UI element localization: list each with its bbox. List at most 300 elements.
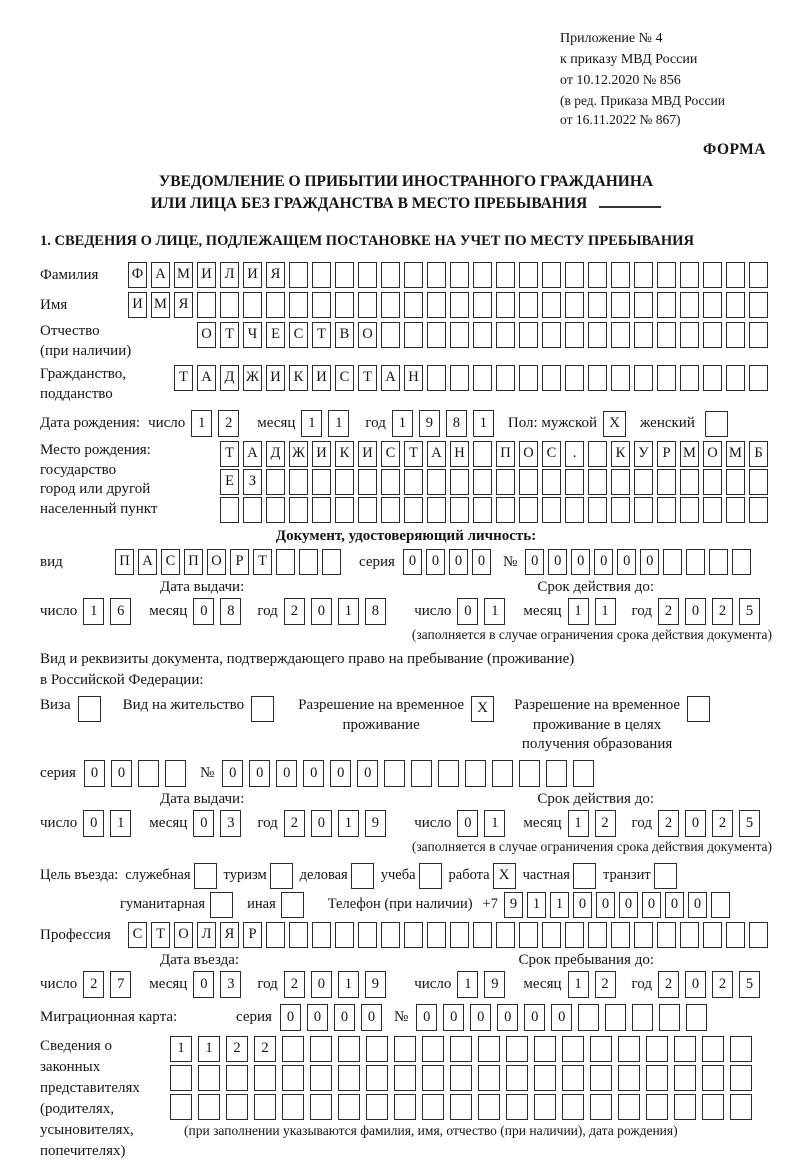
char-box[interactable] (506, 1036, 528, 1062)
char-box[interactable] (611, 469, 630, 495)
char-box[interactable]: 9 (365, 810, 386, 837)
char-box[interactable]: Л (197, 922, 216, 948)
char-box[interactable] (450, 1065, 472, 1091)
char-box[interactable] (730, 1065, 752, 1091)
char-box[interactable] (170, 1094, 192, 1120)
char-box[interactable] (299, 549, 318, 575)
char-box[interactable] (473, 922, 492, 948)
char-box[interactable] (335, 292, 354, 318)
char-box[interactable]: 0 (193, 810, 214, 837)
char-box[interactable]: Н (450, 441, 469, 467)
char-box[interactable] (519, 262, 538, 288)
char-box[interactable] (542, 262, 561, 288)
char-box[interactable]: Ф (128, 262, 147, 288)
char-box[interactable] (335, 262, 354, 288)
char-box[interactable] (519, 497, 538, 523)
char-box[interactable] (680, 469, 699, 495)
char-box[interactable]: Ж (289, 441, 308, 467)
char-box[interactable]: 1 (301, 410, 322, 437)
char-box[interactable]: 1 (83, 598, 104, 625)
char-box[interactable] (496, 922, 515, 948)
char-box[interactable] (709, 549, 728, 575)
char-box[interactable]: И (266, 365, 285, 391)
char-box[interactable] (450, 1094, 472, 1120)
char-box[interactable]: 8 (446, 410, 467, 437)
checkbox-private[interactable] (573, 863, 596, 889)
char-box[interactable]: 9 (365, 971, 386, 998)
char-box[interactable]: 0 (571, 549, 590, 575)
char-box[interactable] (703, 292, 722, 318)
char-box[interactable] (702, 1036, 724, 1062)
char-box[interactable]: 8 (365, 598, 386, 625)
char-box[interactable] (473, 322, 492, 348)
char-box[interactable] (404, 262, 423, 288)
char-box[interactable]: 0 (416, 1004, 437, 1031)
char-box[interactable] (381, 322, 400, 348)
char-box[interactable] (703, 922, 722, 948)
char-box[interactable] (562, 1094, 584, 1120)
char-box[interactable] (266, 292, 285, 318)
char-box[interactable] (496, 365, 515, 391)
char-box[interactable] (506, 1065, 528, 1091)
char-box[interactable]: 0 (685, 971, 706, 998)
char-box[interactable] (335, 922, 354, 948)
char-box[interactable]: 2 (658, 810, 679, 837)
char-box[interactable]: 1 (392, 410, 413, 437)
char-box[interactable] (384, 760, 405, 787)
char-box[interactable]: 0 (330, 760, 351, 787)
char-box[interactable]: 1 (191, 410, 212, 437)
char-box[interactable] (657, 322, 676, 348)
char-box[interactable]: 0 (472, 549, 491, 575)
char-box[interactable] (605, 1004, 626, 1031)
char-box[interactable]: 2 (218, 410, 239, 437)
char-box[interactable] (588, 292, 607, 318)
char-box[interactable] (404, 322, 423, 348)
char-box[interactable]: 1 (595, 598, 616, 625)
char-box[interactable] (573, 760, 594, 787)
char-box[interactable]: 0 (449, 549, 468, 575)
char-box[interactable] (381, 497, 400, 523)
char-box[interactable]: 1 (328, 410, 349, 437)
char-box[interactable] (611, 262, 630, 288)
char-box[interactable] (519, 760, 540, 787)
char-box[interactable]: А (381, 365, 400, 391)
char-box[interactable] (282, 1094, 304, 1120)
char-box[interactable]: Я (174, 292, 193, 318)
char-box[interactable] (366, 1094, 388, 1120)
char-box[interactable] (266, 469, 285, 495)
char-box[interactable] (588, 922, 607, 948)
char-box[interactable]: 2 (83, 971, 104, 998)
char-box[interactable] (634, 922, 653, 948)
char-box[interactable] (657, 365, 676, 391)
char-box[interactable] (634, 262, 653, 288)
char-box[interactable]: 0 (688, 892, 707, 918)
char-box[interactable] (366, 1036, 388, 1062)
char-box[interactable] (404, 292, 423, 318)
char-box[interactable] (478, 1065, 500, 1091)
char-box[interactable] (726, 365, 745, 391)
char-box[interactable]: О (207, 549, 226, 575)
char-box[interactable] (312, 922, 331, 948)
char-box[interactable]: М (680, 441, 699, 467)
char-box[interactable] (562, 1065, 584, 1091)
char-box[interactable]: Т (253, 549, 272, 575)
char-box[interactable] (381, 262, 400, 288)
char-box[interactable] (138, 760, 159, 787)
checkbox-transit[interactable] (654, 863, 677, 889)
char-box[interactable] (243, 497, 262, 523)
char-box[interactable]: 9 (419, 410, 440, 437)
char-box[interactable]: 0 (84, 760, 105, 787)
char-box[interactable]: М (726, 441, 745, 467)
checkbox-tourism[interactable] (270, 863, 293, 889)
checkbox-visa[interactable] (78, 696, 101, 722)
char-box[interactable] (358, 469, 377, 495)
char-box[interactable] (542, 469, 561, 495)
char-box[interactable] (312, 469, 331, 495)
char-box[interactable] (611, 292, 630, 318)
char-box[interactable]: 2 (254, 1036, 276, 1062)
char-box[interactable]: Р (657, 441, 676, 467)
char-box[interactable] (312, 262, 331, 288)
char-box[interactable]: 1 (484, 598, 505, 625)
char-box[interactable]: Я (220, 922, 239, 948)
char-box[interactable] (427, 922, 446, 948)
char-box[interactable] (289, 497, 308, 523)
char-box[interactable] (588, 441, 607, 467)
char-box[interactable]: И (128, 292, 147, 318)
char-box[interactable] (703, 262, 722, 288)
char-box[interactable] (565, 497, 584, 523)
checkbox-business[interactable] (351, 863, 374, 889)
char-box[interactable] (381, 922, 400, 948)
char-box[interactable] (427, 365, 446, 391)
char-box[interactable]: М (174, 262, 193, 288)
char-box[interactable] (703, 469, 722, 495)
char-box[interactable] (749, 262, 768, 288)
char-box[interactable]: 0 (573, 892, 592, 918)
checkbox-residence-permit[interactable] (251, 696, 274, 722)
char-box[interactable] (565, 292, 584, 318)
char-box[interactable]: А (138, 549, 157, 575)
char-box[interactable] (394, 1065, 416, 1091)
char-box[interactable] (450, 262, 469, 288)
char-box[interactable]: 0 (617, 549, 636, 575)
char-box[interactable] (634, 365, 653, 391)
char-box[interactable] (220, 497, 239, 523)
char-box[interactable] (496, 262, 515, 288)
char-box[interactable] (473, 365, 492, 391)
char-box[interactable]: 5 (739, 598, 760, 625)
char-box[interactable] (730, 1094, 752, 1120)
char-box[interactable] (473, 469, 492, 495)
char-box[interactable]: К (611, 441, 630, 467)
char-box[interactable]: Т (151, 922, 170, 948)
char-box[interactable] (542, 365, 561, 391)
char-box[interactable] (618, 1065, 640, 1091)
char-box[interactable]: А (151, 262, 170, 288)
checkbox-other[interactable] (281, 892, 304, 918)
char-box[interactable] (492, 760, 513, 787)
char-box[interactable] (542, 292, 561, 318)
char-box[interactable] (611, 922, 630, 948)
char-box[interactable] (562, 1036, 584, 1062)
char-box[interactable] (657, 262, 676, 288)
char-box[interactable]: И (243, 262, 262, 288)
char-box[interactable] (404, 922, 423, 948)
char-box[interactable] (197, 292, 216, 318)
char-box[interactable] (450, 322, 469, 348)
char-box[interactable]: 0 (596, 892, 615, 918)
char-box[interactable] (422, 1094, 444, 1120)
char-box[interactable] (680, 262, 699, 288)
char-box[interactable] (588, 262, 607, 288)
char-box[interactable] (473, 292, 492, 318)
char-box[interactable]: Л (220, 262, 239, 288)
char-box[interactable]: О (519, 441, 538, 467)
char-box[interactable]: 0 (470, 1004, 491, 1031)
char-box[interactable] (726, 262, 745, 288)
char-box[interactable] (266, 497, 285, 523)
char-box[interactable]: 0 (307, 1004, 328, 1031)
char-box[interactable] (427, 469, 446, 495)
char-box[interactable]: С (381, 441, 400, 467)
char-box[interactable] (674, 1065, 696, 1091)
char-box[interactable]: 8 (220, 598, 241, 625)
char-box[interactable]: Я (266, 262, 285, 288)
char-box[interactable]: Р (243, 922, 262, 948)
char-box[interactable] (590, 1036, 612, 1062)
char-box[interactable]: Д (266, 441, 285, 467)
char-box[interactable]: П (496, 441, 515, 467)
char-box[interactable] (565, 262, 584, 288)
char-box[interactable] (565, 322, 584, 348)
char-box[interactable]: 0 (303, 760, 324, 787)
char-box[interactable] (310, 1094, 332, 1120)
char-box[interactable] (519, 365, 538, 391)
char-box[interactable] (366, 1065, 388, 1091)
char-box[interactable] (749, 365, 768, 391)
char-box[interactable] (411, 760, 432, 787)
char-box[interactable]: 6 (110, 598, 131, 625)
char-box[interactable]: И (358, 441, 377, 467)
char-box[interactable] (632, 1004, 653, 1031)
char-box[interactable] (634, 292, 653, 318)
char-box[interactable] (680, 292, 699, 318)
char-box[interactable]: Р (230, 549, 249, 575)
char-box[interactable]: В (335, 322, 354, 348)
char-box[interactable] (657, 922, 676, 948)
char-box[interactable]: 0 (311, 810, 332, 837)
char-box[interactable]: О (174, 922, 193, 948)
char-box[interactable] (680, 365, 699, 391)
char-box[interactable]: С (542, 441, 561, 467)
char-box[interactable] (427, 322, 446, 348)
char-box[interactable] (588, 497, 607, 523)
char-box[interactable] (674, 1094, 696, 1120)
char-box[interactable] (749, 469, 768, 495)
char-box[interactable]: 1 (484, 810, 505, 837)
char-box[interactable] (473, 441, 492, 467)
char-box[interactable] (749, 497, 768, 523)
char-box[interactable] (276, 549, 295, 575)
char-box[interactable]: Е (220, 469, 239, 495)
char-box[interactable] (726, 469, 745, 495)
char-box[interactable]: 2 (226, 1036, 248, 1062)
char-box[interactable] (590, 1065, 612, 1091)
char-box[interactable]: 0 (311, 598, 332, 625)
char-box[interactable] (338, 1094, 360, 1120)
char-box[interactable] (663, 549, 682, 575)
char-box[interactable]: А (427, 441, 446, 467)
char-box[interactable]: 2 (712, 598, 733, 625)
char-box[interactable]: 2 (284, 971, 305, 998)
char-box[interactable] (726, 322, 745, 348)
checkbox-male[interactable]: X (603, 411, 626, 437)
char-box[interactable] (289, 292, 308, 318)
char-box[interactable]: 0 (457, 598, 478, 625)
char-box[interactable]: 0 (361, 1004, 382, 1031)
char-box[interactable]: Ж (243, 365, 262, 391)
char-box[interactable] (749, 322, 768, 348)
char-box[interactable] (381, 292, 400, 318)
char-box[interactable] (254, 1094, 276, 1120)
char-box[interactable] (310, 1065, 332, 1091)
char-box[interactable] (618, 1094, 640, 1120)
checkbox-official[interactable] (194, 863, 217, 889)
char-box[interactable] (674, 1036, 696, 1062)
char-box[interactable]: Т (220, 322, 239, 348)
char-box[interactable]: 0 (548, 549, 567, 575)
char-box[interactable] (618, 1036, 640, 1062)
char-box[interactable]: О (358, 322, 377, 348)
char-box[interactable]: 0 (685, 598, 706, 625)
char-box[interactable]: И (312, 365, 331, 391)
char-box[interactable] (703, 322, 722, 348)
char-box[interactable] (611, 365, 630, 391)
char-box[interactable] (465, 760, 486, 787)
char-box[interactable]: 0 (403, 549, 422, 575)
char-box[interactable]: К (335, 441, 354, 467)
char-box[interactable] (519, 469, 538, 495)
char-box[interactable]: 0 (280, 1004, 301, 1031)
title-blank-line[interactable] (599, 195, 661, 208)
char-box[interactable]: 5 (739, 971, 760, 998)
char-box[interactable] (542, 322, 561, 348)
char-box[interactable]: Т (174, 365, 193, 391)
char-box[interactable]: 0 (222, 760, 243, 787)
char-box[interactable] (358, 497, 377, 523)
char-box[interactable]: 0 (642, 892, 661, 918)
char-box[interactable]: 0 (426, 549, 445, 575)
char-box[interactable] (565, 365, 584, 391)
char-box[interactable]: 2 (284, 598, 305, 625)
char-box[interactable] (478, 1094, 500, 1120)
char-box[interactable] (726, 922, 745, 948)
char-box[interactable] (254, 1065, 276, 1091)
char-box[interactable]: 1 (338, 810, 359, 837)
char-box[interactable]: 2 (595, 810, 616, 837)
char-box[interactable] (422, 1065, 444, 1091)
char-box[interactable] (749, 922, 768, 948)
char-box[interactable] (358, 262, 377, 288)
char-box[interactable]: 0 (193, 598, 214, 625)
char-box[interactable]: 1 (110, 810, 131, 837)
char-box[interactable] (335, 497, 354, 523)
char-box[interactable] (680, 922, 699, 948)
char-box[interactable]: Б (749, 441, 768, 467)
char-box[interactable] (220, 292, 239, 318)
char-box[interactable]: У (634, 441, 653, 467)
char-box[interactable]: З (243, 469, 262, 495)
char-box[interactable] (590, 1094, 612, 1120)
char-box[interactable] (282, 1036, 304, 1062)
char-box[interactable] (657, 469, 676, 495)
char-box[interactable] (680, 497, 699, 523)
char-box[interactable] (165, 760, 186, 787)
char-box[interactable]: 1 (457, 971, 478, 998)
char-box[interactable]: 7 (110, 971, 131, 998)
char-box[interactable]: . (565, 441, 584, 467)
char-box[interactable]: 0 (83, 810, 104, 837)
char-box[interactable] (534, 1065, 556, 1091)
char-box[interactable] (312, 497, 331, 523)
char-box[interactable]: 1 (568, 810, 589, 837)
char-box[interactable]: 0 (551, 1004, 572, 1031)
checkbox-study[interactable] (419, 863, 442, 889)
char-box[interactable] (394, 1094, 416, 1120)
char-box[interactable]: 2 (658, 598, 679, 625)
char-box[interactable] (702, 1065, 724, 1091)
char-box[interactable] (496, 292, 515, 318)
char-box[interactable]: Н (404, 365, 423, 391)
char-box[interactable] (634, 469, 653, 495)
char-box[interactable] (478, 1036, 500, 1062)
char-box[interactable] (726, 292, 745, 318)
char-box[interactable] (450, 497, 469, 523)
char-box[interactable] (659, 1004, 680, 1031)
char-box[interactable]: 0 (665, 892, 684, 918)
char-box[interactable]: 5 (739, 810, 760, 837)
char-box[interactable] (404, 469, 423, 495)
char-box[interactable] (243, 292, 262, 318)
char-box[interactable]: Т (220, 441, 239, 467)
char-box[interactable] (646, 1094, 668, 1120)
char-box[interactable] (588, 322, 607, 348)
char-box[interactable]: 2 (712, 971, 733, 998)
char-box[interactable] (565, 922, 584, 948)
char-box[interactable] (657, 497, 676, 523)
char-box[interactable] (703, 365, 722, 391)
char-box[interactable] (198, 1065, 220, 1091)
char-box[interactable]: 0 (685, 810, 706, 837)
char-box[interactable] (506, 1094, 528, 1120)
char-box[interactable] (438, 760, 459, 787)
char-box[interactable] (394, 1036, 416, 1062)
char-box[interactable] (730, 1036, 752, 1062)
char-box[interactable] (289, 469, 308, 495)
char-box[interactable] (338, 1036, 360, 1062)
char-box[interactable] (519, 922, 538, 948)
char-box[interactable]: 0 (334, 1004, 355, 1031)
checkbox-humanitarian[interactable] (210, 892, 233, 918)
char-box[interactable]: С (289, 322, 308, 348)
char-box[interactable]: П (115, 549, 134, 575)
char-box[interactable]: Т (312, 322, 331, 348)
char-box[interactable] (702, 1094, 724, 1120)
